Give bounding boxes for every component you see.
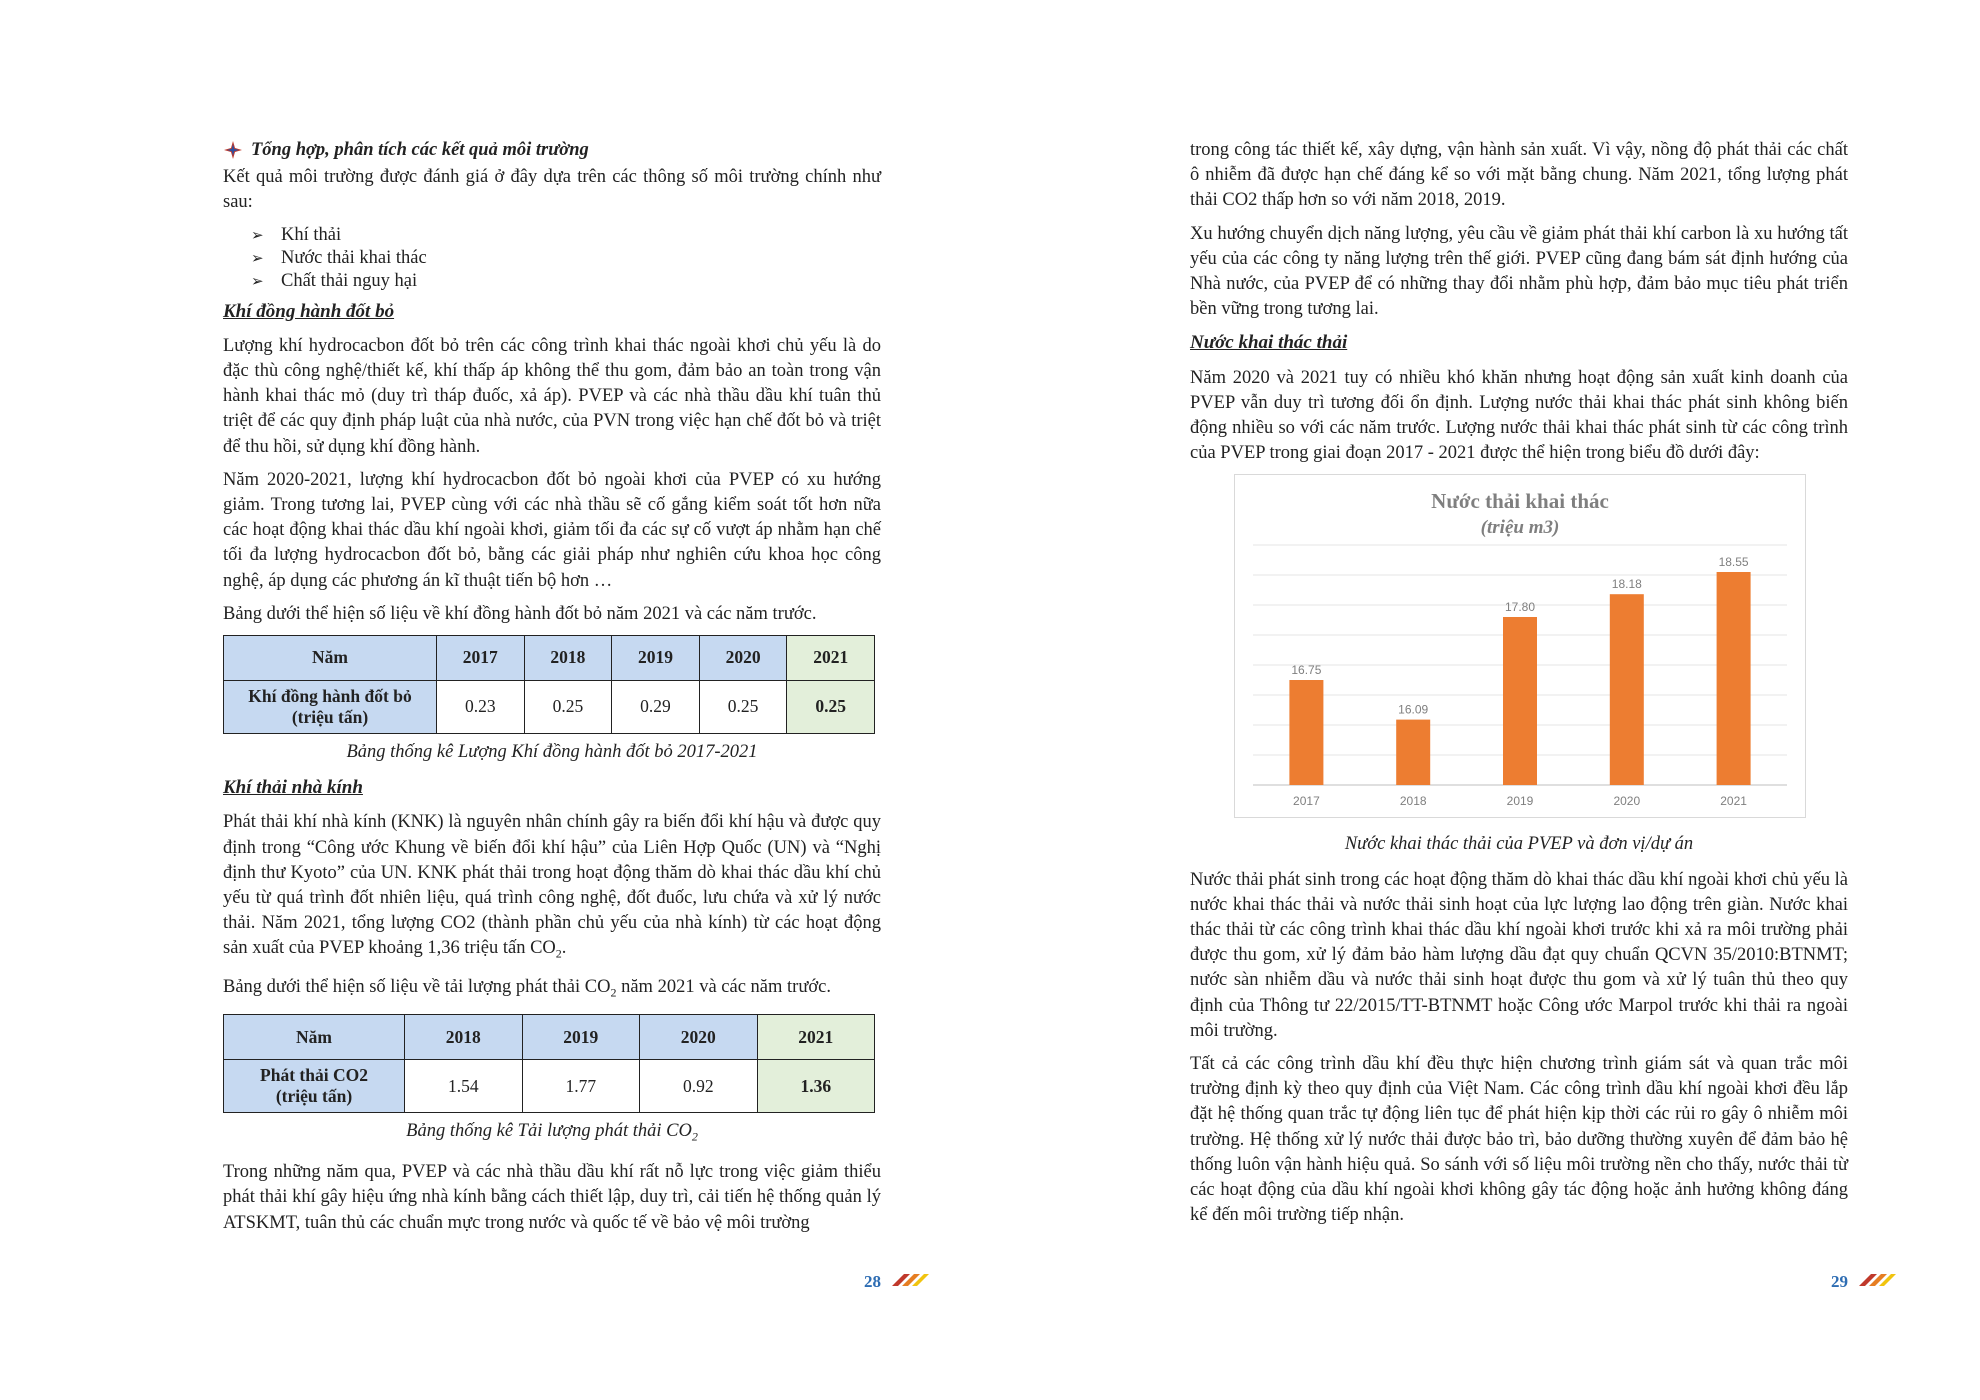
table-header-cell: Năm (224, 636, 437, 681)
paragraph: Tất cả các công trình dầu khí đều thực hiện chương trình giám sát và quan trắc môi trường định kỳ theo quy định của Việt Nam. Các công trình dầu khí ngoài khơi đều lắp đặt hệ thống quan trắc tự động liên tục để phát hiện kịp thời các rủi ro gây ô nhiễm môi trường. Hệ thống xử lý nước thải được bảo trì, bảo dưỡng thường xuyên để đảm bảo hệ thống luôn vận hành hiệu quả. So sánh với số liệu môi trường nền cho thấy, nước thải từ các hoạt động của dầu khí ngoài khơi không gây tác động hoặc ảnh hưởng không đáng kể đến môi trường tiếp nhận. (1190, 1054, 1848, 1226)
paragraph: trong công tác thiết kế, xây dựng, vận hành sản xuất. Vì vậy, nồng độ phát thải các chất ô nhiễm đã được hạn chế đáng kể so với mặt bằng chung. Năm 2021, tổng lượng phát thải CO2 thấp hơn so với năm 2018, 2019. (1190, 140, 1848, 211)
flare-gas-table (223, 635, 875, 734)
results-heading-text: Tổng hợp, phân tích các kết quả môi trường (251, 140, 589, 160)
table-row (224, 1060, 875, 1113)
chart-bar (1717, 572, 1751, 785)
table-header-cell: 2019 (612, 636, 700, 681)
list-item-label: Chất thải nguy hại (281, 270, 418, 291)
chart-bar (1610, 595, 1644, 786)
company-logo-icon (890, 1270, 930, 1293)
paragraph: Xu hướng chuyển dịch năng lượng, yêu cầu về giảm phát thải khí carbon là xu hướng tất yếu của các công ty năng lượng trên thế giới. PVEP cũng đang bám sát định hướng của Nhà nước, của PVEP để có những thay đổi nhằm phù hợp, đảm bảo mục tiêu phát triển bền vững trong tương lai. (1190, 223, 1848, 320)
co2-table (223, 1014, 875, 1113)
table-row (224, 681, 875, 734)
left-column (223, 138, 881, 1244)
right-page (990, 0, 1980, 1400)
right-column (1190, 138, 1848, 1236)
table-caption (223, 1119, 881, 1150)
paragraph (223, 810, 881, 967)
paragraph-text: Bảng dưới thể hiện số liệu về tải lượng phát thải CO (223, 977, 611, 998)
section-title-produced-water: Nước khai thác thải (1190, 332, 1348, 354)
paragraph-text-end: . (561, 938, 567, 959)
table-header-cell: 2021 (787, 636, 875, 681)
star-bullet-icon (223, 140, 245, 162)
table-header-cell: 2017 (437, 636, 525, 681)
chart-data-label: 16.09 (1398, 703, 1429, 718)
intro-paragraph: Kết quả môi trường được đánh giá ở đây dựa trên các thông số môi trường chính như sau: (223, 167, 881, 213)
table-header-cell: 2021 (757, 1015, 875, 1060)
table-header-cell: 2020 (640, 1015, 758, 1060)
paragraph (223, 975, 881, 1006)
row-label-line: Khí đồng hành đốt bỏ (248, 686, 412, 707)
page-number: 29 (1831, 1272, 1848, 1291)
chart-x-tick-label: 2017 (1293, 794, 1320, 809)
table-cell: 0.29 (612, 681, 700, 734)
table-header-row (224, 636, 875, 681)
table-header-row (224, 1015, 875, 1060)
paragraph-text-end: năm 2021 và các năm trước. (616, 977, 831, 998)
caption-text: Bảng thống kê Tải lượng phát thải CO (406, 1121, 692, 1142)
table-header-cell: 2018 (405, 1015, 523, 1060)
table-header-cell: 2018 (524, 636, 612, 681)
table-header-cell: Năm (224, 1015, 405, 1060)
table-cell: 0.92 (640, 1060, 758, 1113)
paragraph-text: Phát thải khí nhà kính (KNK) là nguyên nhân chính gây ra biến đổi khí hậu và được quy định trong “Công ước Khung về biến đổi khí hậu” của Liên Hợp Quốc (UN) và “Nghị định thư Kyoto” của UN. KNK phát thải trong hoạt động thăm dò khai thác dầu khí chủ yếu từ quá trình đốt nhiên liệu, quá trình công nghệ, đốt đuốc, lưu chứa và xử lý nước thải. Năm 2021, tổng lượng CO2 (thành phần chủ yếu của nhà kính) từ các hoạt động sản xuất của PVEP khoảng 1,36 triệu tấn CO (223, 812, 881, 959)
chart-bar (1396, 720, 1430, 785)
chart-title: Nước thải khai thác (1431, 489, 1609, 514)
row-label-line: Phát thải CO2 (260, 1065, 368, 1086)
paragraph: Nước thải phát sinh trong các hoạt động thăm dò khai thác dầu khí ngoài khơi chủ yếu là nước khai thác thải và nước thải sinh hoạt của lực lượng lao động trên giàn. Nước khai thác thải từ các công trình khai thác dầu khí ngoài khơi trước khi xả ra môi trường phải được thu gom, xử lý đảm bảo hàm lượng dầu đạt quy chuẩn QCVN 35/2010:BTNMT; nước sàn nhiễm dầu và nước thải sinh hoạt được thu gom và xử lý tuân thủ theo quy định của Thông tư 22/2015/TT-BTNMT hoặc Công ước Marpol trước khi thải ra ngoài môi trường. (1190, 869, 1848, 1041)
paragraph: Bảng dưới thể hiện số liệu về khí đồng hành đốt bỏ năm 2021 và các năm trước. (223, 603, 817, 624)
table-caption: Bảng thống kê Lượng Khí đồng hành đốt bỏ 2017-2021 (346, 742, 758, 763)
table-row-label (224, 681, 437, 734)
arrow-bullet-icon: ➢ (251, 271, 264, 290)
section-title-flare-gas: Khí đồng hành đốt bỏ (223, 300, 395, 322)
row-label-unit: (triệu tấn) (291, 707, 369, 728)
list-item-label: Nước thải khai thác (281, 247, 427, 268)
subscript: 2 (555, 947, 562, 962)
arrow-bullet-icon: ➢ (251, 225, 264, 244)
table-cell: 0.25 (787, 681, 875, 734)
paragraph: Lượng khí hydrocacbon đốt bỏ trên các công trình khai thác ngoài khơi chủ yếu là do đặc thù công nghệ/thiết kế, khí thấp áp không thể thu gom, đảm bảo an toàn trong vận hành khai thác mỏ (duy trì tháp đuốc, xả áp). PVEP và các nhà thầu dầu khí tuân thủ triệt để các quy định pháp luật của nhà nước, của PVN trong việc hạn chế đốt bỏ và triệt để thu hồi, sử dụng khí đồng hành. (223, 335, 881, 457)
subscript: 2 (610, 986, 617, 1001)
list-item (251, 224, 881, 247)
page-number: 28 (864, 1272, 881, 1291)
list-item (251, 247, 881, 270)
company-logo-icon (1857, 1270, 1897, 1293)
chart-x-tick-label: 2018 (1399, 794, 1427, 809)
chart-data-label: 16.75 (1291, 663, 1322, 678)
table-cell: 1.77 (522, 1060, 640, 1113)
chart-data-label: 17.80 (1504, 600, 1536, 615)
table-row-label (224, 1060, 405, 1113)
produced-water-chart (1234, 474, 1806, 818)
table-cell: 0.23 (437, 681, 525, 734)
table-cell: 1.36 (757, 1060, 875, 1113)
paragraph: Năm 2020-2021, lượng khí hydrocacbon đốt bỏ ngoài khơi của PVEP có xu hướng giảm. Trong tương lai, PVEP cùng với các nhà thầu sẽ cố gắng kiểm soát tốt hơn nữa các hoạt động khai thác dầu khí ngoài khơi, giảm tối đa các sự cố vượt áp nhằm hạn chế tối đa lượng hydrocacbon đốt bỏ, bằng các giải pháp như nghiên cứu khoa học công nghệ, áp dụng các phương án kĩ thuật tiến bộ hơn … (223, 469, 881, 591)
chart-x-tick-label: 2020 (1613, 794, 1641, 809)
parameter-list (251, 224, 881, 293)
row-label-unit: (triệu tấn) (275, 1086, 353, 1107)
table-header-cell: 2020 (699, 636, 787, 681)
chart-bar (1289, 680, 1323, 785)
chart-data-label: 18.18 (1611, 577, 1642, 592)
section-title-greenhouse: Khí thải nhà kính (223, 777, 363, 799)
paragraph: Năm 2020 và 2021 tuy có nhiều khó khăn nhưng hoạt động sản xuất kinh doanh của PVEP vẫn duy trì tương đối ổn định. Lượng nước thải khai thác phát sinh không biến động nhiều so với các năm trước. Lượng nước thải khai thác phát sinh từ các công trình của PVEP trong giai đoạn 2017 - 2021 được thể hiện trong biểu đồ dưới đây: (1190, 367, 1848, 464)
table-cell: 0.25 (699, 681, 787, 734)
list-item (251, 270, 881, 293)
arrow-bullet-icon: ➢ (251, 248, 264, 267)
chart-subtitle: (triệu m3) (1480, 517, 1560, 539)
table-cell: 1.54 (405, 1060, 523, 1113)
table-header-cell: 2019 (522, 1015, 640, 1060)
chart-x-tick-label: 2021 (1720, 794, 1747, 809)
chart-x-tick-label: 2019 (1506, 794, 1534, 809)
list-item-label: Khí thải (281, 224, 342, 245)
paragraph: Trong những năm qua, PVEP và các nhà thầu dầu khí rất nỗ lực trong việc giảm thiểu phát thải khí gây hiệu ứng nhà kính bằng cách thiết lập, duy trì, cải tiến hệ thống quản lý ATSKMT, tuân thủ các chuẩn mực trong nước và quốc tế về bảo vệ môi trường (223, 1162, 881, 1233)
subscript: 2 (691, 1129, 698, 1144)
chart-caption: Nước khai thác thải của PVEP và đơn vị/dự án (1344, 834, 1694, 855)
chart-data-label: 18.55 (1718, 555, 1749, 570)
chart-bar (1503, 617, 1537, 785)
table-cell: 0.25 (524, 681, 612, 734)
results-heading (223, 138, 881, 163)
